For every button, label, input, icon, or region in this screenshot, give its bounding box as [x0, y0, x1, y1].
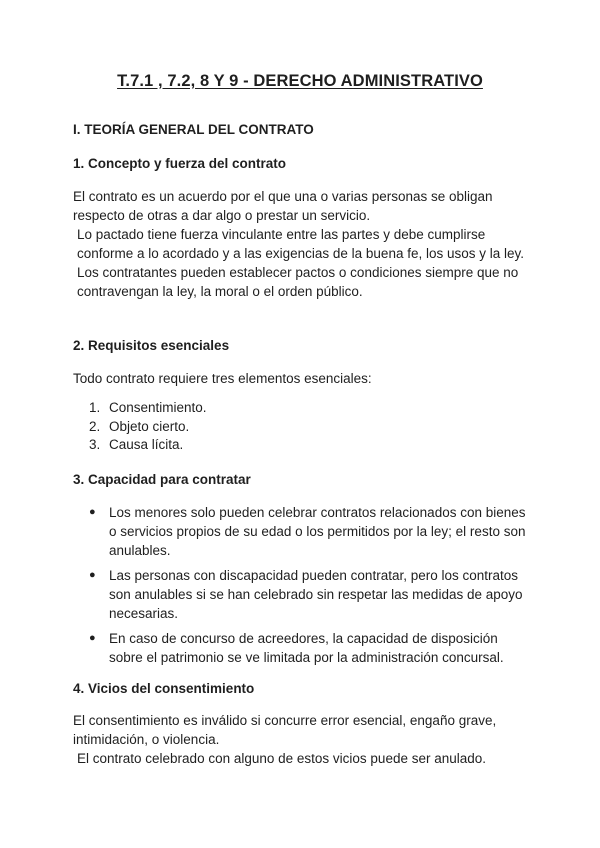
part-heading: I. TEORÍA GENERAL DEL CONTRATO [73, 122, 314, 137]
document-title: T.7.1 , 7.2, 8 Y 9 - DERECHO ADMINISTRATIVO [117, 72, 483, 90]
requirements-list [73, 399, 533, 455]
list-item-text: Consentimiento. [109, 400, 207, 415]
section-2-heading: 2. Requisitos esenciales [73, 338, 230, 353]
section-1-heading: 1. Concepto y fuerza del contrato [73, 156, 287, 171]
list-item [73, 436, 533, 455]
section-4-heading: 4. Vicios del consentimiento [73, 681, 255, 696]
list-item-number: 3. [89, 437, 101, 452]
list-item-number: 2. [89, 418, 101, 434]
bullet-icon: ● [89, 569, 96, 581]
section-2-intro: Todo contrato requiere tres elementos esenciales: [73, 371, 372, 386]
section-1-paragraph: Lo pactado tiene fuerza vinculante entre las partes y debe cumplirse conforme a lo acordado y a las exigencias de la buena fe, los usos y la ley. [77, 227, 525, 261]
section-3-heading: 3. Capacidad para contratar [73, 472, 251, 487]
section-1-paragraph: El contrato es un acuerdo por el que una o varias personas se obligan respecto de otras a dar algo o prestar un servicio. [73, 189, 493, 223]
list-item-text: Los menores solo pueden celebrar contratos relacionados con bienes o servicios propios de su edad o los permitidos por la ley; el resto son anulables. [109, 505, 526, 558]
section-4-paragraph: El contrato celebrado con alguno de estos vicios puede ser anulado. [77, 751, 487, 766]
list-item-text: Objeto cierto. [109, 418, 190, 434]
list-item-number: 1. [89, 400, 101, 415]
list-item [73, 418, 533, 437]
bullet-icon: ● [89, 506, 96, 518]
list-item-text: En caso de concurso de acreedores, la capacidad de disposición sobre el patrimonio se ve limitada por la administración concursal. [109, 631, 504, 665]
capacity-bullet-list [73, 503, 533, 673]
section-4-body [73, 711, 533, 768]
list-item [73, 503, 533, 560]
section-4-paragraph: El consentimiento es inválido si concurre error esencial, engaño grave, intimidación, o violencia. [73, 713, 497, 747]
list-item [73, 566, 533, 623]
bullet-icon: ● [89, 632, 96, 644]
section-1-paragraph: Los contratantes pueden establecer pactos o condiciones siempre que no contravengan la ley, la moral o el orden público. [77, 265, 519, 299]
list-item [73, 399, 533, 418]
list-item-text: Causa lícita. [109, 437, 184, 452]
list-item [73, 629, 533, 667]
section-1-body [73, 187, 533, 301]
list-item-text: Las personas con discapacidad pueden contratar, pero los contratos son anulables si se han celebrado sin respetar las medidas de apoyo necesarias. [109, 568, 523, 621]
